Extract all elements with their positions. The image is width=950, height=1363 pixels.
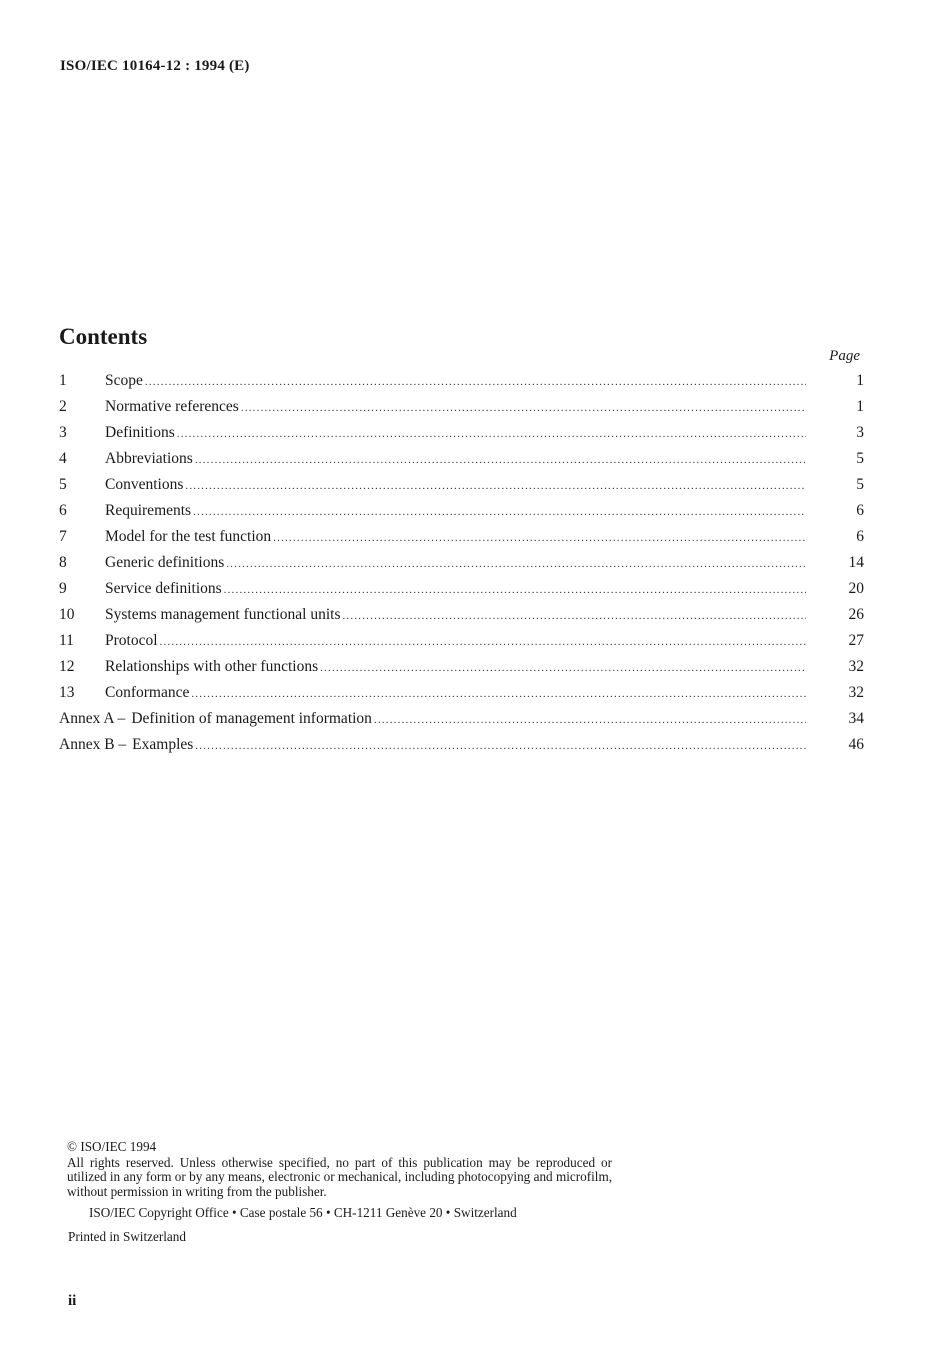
toc-page: 32 (848, 658, 864, 675)
toc-page: 1 (856, 398, 864, 415)
dot-leader (273, 532, 806, 544)
dot-leader (320, 662, 806, 674)
toc-title: Conformance (105, 684, 190, 701)
toc-number: 5 (59, 476, 67, 493)
document-header: ISO/IEC 10164-12 : 1994 (E) (60, 58, 250, 74)
annex-label: Annex B – (59, 736, 127, 753)
dot-leader (195, 454, 806, 466)
toc-entry[interactable] (59, 398, 864, 424)
toc-title: Abbreviations (105, 450, 193, 467)
toc-entry[interactable] (59, 424, 864, 450)
toc-page: 5 (856, 476, 864, 493)
toc-annex-entry[interactable] (59, 710, 864, 736)
dot-leader (177, 428, 806, 440)
rights-text: All rights reserved. Unless otherwise specified, no part of this publication may be reproduced or utilized in any form or by any means, electronic or mechanical, including photocopying and microfilm, without permission in writing from the publisher. (67, 1154, 612, 1199)
toc-page: 27 (848, 632, 864, 649)
toc-number: 12 (59, 658, 75, 675)
toc-page: 5 (856, 450, 864, 467)
toc-title: Systems management functional units (105, 606, 341, 623)
dot-leader (193, 506, 806, 518)
toc-entry[interactable] (59, 606, 864, 632)
toc-title: Scope (105, 372, 143, 389)
contents-title: Contents (59, 324, 148, 349)
toc-entry[interactable] (59, 580, 864, 606)
toc-title: Protocol (105, 632, 158, 649)
toc-title: Requirements (105, 502, 192, 519)
toc-entry[interactable] (59, 632, 864, 658)
toc-number: 4 (59, 450, 67, 467)
toc-entry[interactable] (59, 450, 864, 476)
toc-title: Examples (132, 736, 194, 753)
toc-page: 20 (848, 580, 864, 597)
toc-number: 9 (59, 580, 67, 597)
toc-page: 26 (848, 606, 864, 623)
copyright-notice (67, 1140, 612, 1199)
toc-entry[interactable] (59, 658, 864, 684)
dot-leader (160, 636, 806, 648)
toc-title: Conventions (105, 476, 184, 493)
copyright-office: ISO/IEC Copyright Office • Case postale 56 • CH-1211 Genève 20 • Switzerland (89, 1205, 517, 1220)
copyright-line: © ISO/IEC 1994 (67, 1139, 157, 1154)
toc-page: 34 (848, 710, 864, 727)
toc-number: 2 (59, 398, 67, 415)
toc-number: 8 (59, 554, 67, 571)
dot-leader (195, 740, 806, 752)
dot-leader (374, 714, 806, 726)
toc-title: Relationships with other functions (105, 658, 319, 675)
toc-entry[interactable] (59, 476, 864, 502)
printed-in: Printed in Switzerland (68, 1229, 186, 1244)
toc-title: Service definitions (105, 580, 222, 597)
table-of-contents (59, 372, 864, 762)
toc-page: 1 (856, 372, 864, 389)
toc-number: 10 (59, 606, 75, 623)
dot-leader (185, 480, 806, 492)
page-column-label: Page (829, 348, 860, 364)
toc-entry[interactable] (59, 528, 864, 554)
toc-number: 13 (59, 684, 75, 701)
toc-entry[interactable] (59, 684, 864, 710)
toc-number: 11 (59, 632, 74, 649)
dot-leader (226, 558, 806, 570)
toc-page: 46 (848, 736, 864, 753)
toc-page: 6 (856, 528, 864, 545)
toc-page: 3 (856, 424, 864, 441)
toc-annex-entry[interactable] (59, 736, 864, 762)
toc-number: 6 (59, 502, 67, 519)
toc-entry[interactable] (59, 554, 864, 580)
toc-title: Definitions (105, 424, 175, 441)
toc-page: 32 (848, 684, 864, 701)
toc-page: 14 (848, 554, 864, 571)
toc-entry[interactable] (59, 372, 864, 398)
annex-label: Annex A – (59, 710, 126, 727)
dot-leader (224, 584, 806, 596)
dot-leader (145, 376, 806, 388)
toc-number: 3 (59, 424, 67, 441)
toc-number: 7 (59, 528, 67, 545)
toc-title: Normative references (105, 398, 239, 415)
dot-leader (241, 402, 806, 414)
toc-title: Generic definitions (105, 554, 225, 571)
dot-leader (342, 610, 806, 622)
toc-number: 1 (59, 372, 67, 389)
page-number: ii (68, 1293, 77, 1309)
toc-entry[interactable] (59, 502, 864, 528)
toc-page: 6 (856, 502, 864, 519)
dot-leader (191, 688, 806, 700)
toc-title: Definition of management information (131, 710, 372, 727)
toc-title: Model for the test function (105, 528, 272, 545)
